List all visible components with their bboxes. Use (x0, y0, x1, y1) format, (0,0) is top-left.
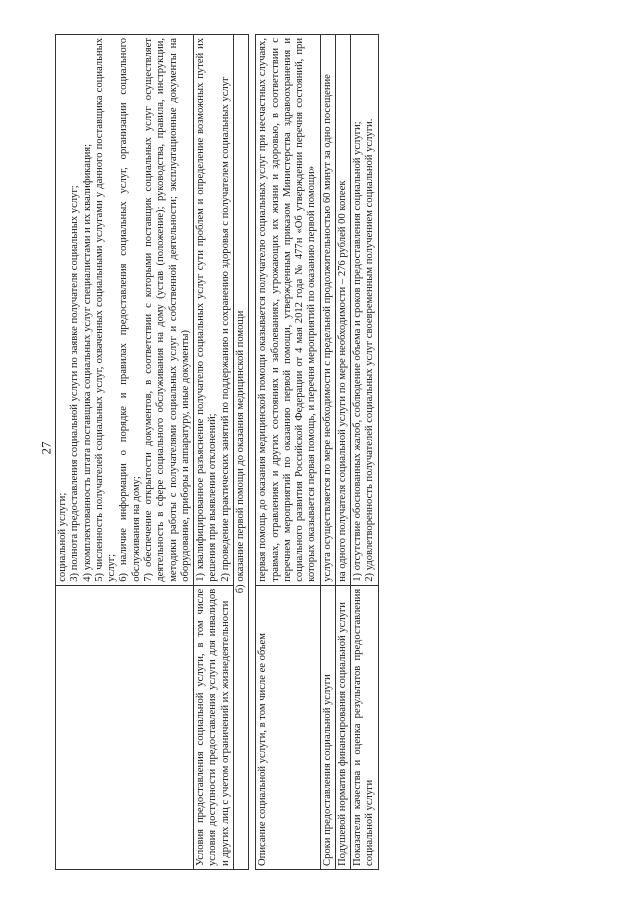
conditions-cell (194, 35, 234, 586)
quality-indicators-cell (56, 35, 194, 586)
list-item: 5) численность получателей социальных услуг, охваченных социальными услугами у данного поставщика социальных услуг; (93, 38, 118, 582)
table-row (56, 35, 194, 870)
section-heading: б) оказание первой помощи до оказания медицинской помощи (233, 35, 248, 870)
funding-cell: на одного получателя социальной услуги по мере необходимости – 276 рублей 00 копеек (335, 35, 350, 586)
rotated-document-tables (55, 34, 555, 870)
table-row (351, 35, 379, 870)
list-item: 3) полнота предоставления социальной услуги по заявке получателя социальных услуг; (69, 185, 81, 582)
table-row (194, 35, 234, 870)
terms-cell: услуга осуществляется по мере необходимости с предельной продолжительностью 60 минут за одно посещение (320, 35, 335, 586)
row-label-empty (56, 585, 194, 869)
list-item: социальной услуги; (57, 492, 68, 582)
list-item: 4) укомплектованность штата поставщика социальных услуг специалистами и их квалификация; (81, 143, 93, 582)
table-first-aid (255, 34, 379, 870)
table-row (256, 35, 320, 870)
row-label-funding: Подушевой норматив финансирования социальной услуги (335, 585, 350, 869)
page-number: 27 (38, 441, 54, 455)
list-item: 6) наличие информации о порядке и правилах предоставления социальных услуг, организации социального обслуживания на дому; (118, 38, 142, 582)
quality-cell (351, 35, 379, 586)
row-label-description: Описание социальной услуги, в том числе ее объем (256, 585, 320, 869)
row-label-conditions: Условия предоставления социальной услуги, в том числе условия доступности предоставления услуги для инвалидов и других лиц с учетом ограничений их жизнедеятельности (194, 585, 234, 869)
list-item: 1) отсутствие обоснованных жалоб, соблюдение объема и сроков предоставления социальной услуги; (352, 121, 364, 582)
table-row (335, 35, 350, 870)
table-continued (55, 34, 249, 870)
list-item: 7) обеспечение открытости документов, в соответствии с которыми поставщик социальных услуг осуществляет деятельность в сфере социального обслуживания на дому (устав (положение); руководства, правила, инструкции, методики работы с получателями социальных услуг и собственной деятельности; эксплуатационные документы на оборудование, приборы и аппаратуру, иные документы) (142, 38, 191, 582)
row-label-terms: Сроки предоставления социальной услуги (320, 585, 335, 869)
table-row (320, 35, 335, 870)
section-heading-row (233, 35, 248, 870)
list-item: 2) удовлетворенность получателей социальных услуг своевременным получением социальной услуги. (364, 118, 376, 582)
description-cell: первая помощь до оказания медицинской помощи оказывается получателю социальных услуг при несчастных случаях, травмах, отравлениях и других состояниях и заболеваниях, угрожающих их жизни и здоровью, в соответствии с перечнем мероприятий по оказанию первой помощи, утвержденным приказом Министерства здравоохранения и социального развития Российской Федерации от 4 мая 2012 года № 477н «Об утверждении перечня состояний, при которых оказывается первая помощь, и перечня мероприятий по оказанию первой помощи» (256, 35, 320, 586)
row-label-quality: Показатели качества и оценка результатов предоставления социальной услуги (351, 585, 379, 869)
list-item: 2) проведение практических занятий по поддержанию и сохранению здоровья с получателем социальных услуг (219, 76, 231, 582)
list-item: 1) квалифицированное разъяснение получателю социальных услуг сути проблем и определение возможных путей их решения при выявлении отклонений; (195, 38, 219, 582)
